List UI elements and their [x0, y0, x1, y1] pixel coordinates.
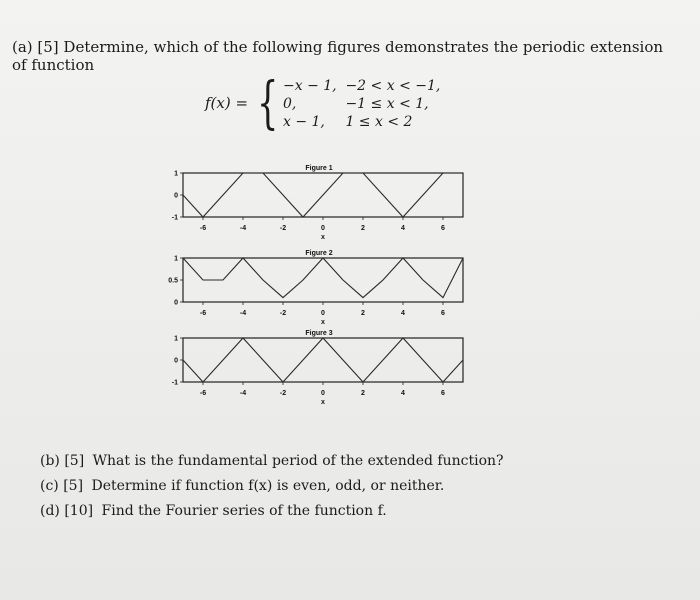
- question-c: [40, 478, 444, 494]
- plot-frame: [183, 338, 463, 382]
- x-tick-label: -4: [239, 225, 247, 232]
- figure-title: Figure 2: [305, 250, 333, 257]
- x-tick-label: -6: [199, 390, 207, 397]
- x-axis-label: x: [321, 319, 325, 326]
- x-tick-label: -2: [279, 390, 287, 397]
- x-tick-label: 2: [361, 310, 365, 317]
- x-tick-label: 2: [361, 390, 365, 397]
- x-tick-label: 0: [321, 390, 325, 397]
- question-b: [40, 453, 504, 469]
- case-condition: −2 < x < −1,: [345, 78, 441, 94]
- x-tick-label: 6: [441, 225, 445, 232]
- x-tick-label: -2: [279, 225, 287, 232]
- figure-2: [168, 250, 463, 326]
- y-tick-label: 1: [174, 335, 178, 343]
- question-c-label: (c) [5]: [40, 478, 84, 494]
- x-tick-label: 0: [321, 225, 325, 232]
- case-value: −x − 1,: [283, 78, 337, 94]
- y-tick-label: 0: [174, 357, 178, 365]
- formula-lhs: f(x) =: [205, 94, 249, 112]
- series-line: [183, 258, 463, 298]
- plot-frame: [183, 258, 463, 302]
- x-tick-label: 2: [361, 225, 365, 232]
- series-line: [183, 338, 463, 382]
- figure-title: Figure 3: [305, 330, 333, 337]
- x-tick-label: 4: [401, 390, 405, 397]
- x-tick-label: -6: [199, 225, 207, 232]
- question-b-text: What is the fundamental period of the extended function?: [92, 453, 504, 469]
- y-tick-label: 0.5: [168, 277, 178, 285]
- series-line: [183, 173, 463, 217]
- figure-3: [172, 330, 463, 406]
- y-tick-label: 1: [174, 255, 178, 263]
- question-d-label: (d) [10]: [40, 503, 94, 519]
- x-tick-label: -2: [279, 310, 287, 317]
- y-tick-label: -1: [171, 214, 178, 222]
- x-tick-label: -6: [199, 310, 207, 317]
- case-condition: −1 ≤ x < 1,: [345, 96, 429, 112]
- x-tick-label: 6: [441, 310, 445, 317]
- question-a-text: (a) [5] Determine, which of the following figures demonstrates the periodic extension of function: [12, 38, 664, 74]
- x-tick-label: 4: [401, 310, 405, 317]
- question-d-text: Find the Fourier series of the function f.: [101, 503, 387, 519]
- y-tick-label: -1: [171, 379, 178, 387]
- x-tick-label: 0: [321, 310, 325, 317]
- y-tick-label: 1: [174, 170, 178, 178]
- formula-brace: {: [257, 71, 279, 136]
- x-tick-label: 4: [401, 225, 405, 232]
- case-condition: 1 ≤ x < 2: [345, 114, 413, 130]
- x-tick-label: -4: [239, 310, 247, 317]
- question-c-text: Determine if function f(x) is even, odd, or neither.: [91, 478, 445, 494]
- question-b-label: (b) [5]: [40, 453, 85, 469]
- x-axis-label: x: [321, 399, 325, 406]
- x-axis-label: x: [321, 234, 325, 241]
- question-d: [40, 503, 387, 519]
- case-value: x − 1,: [283, 114, 325, 130]
- x-tick-label: 6: [441, 390, 445, 397]
- y-tick-label: 0: [174, 299, 178, 307]
- case-value: 0,: [283, 96, 297, 112]
- x-tick-label: -4: [239, 390, 247, 397]
- y-tick-label: 0: [174, 192, 178, 200]
- figure-title: Figure 1: [305, 165, 333, 172]
- figure-1: [172, 165, 463, 241]
